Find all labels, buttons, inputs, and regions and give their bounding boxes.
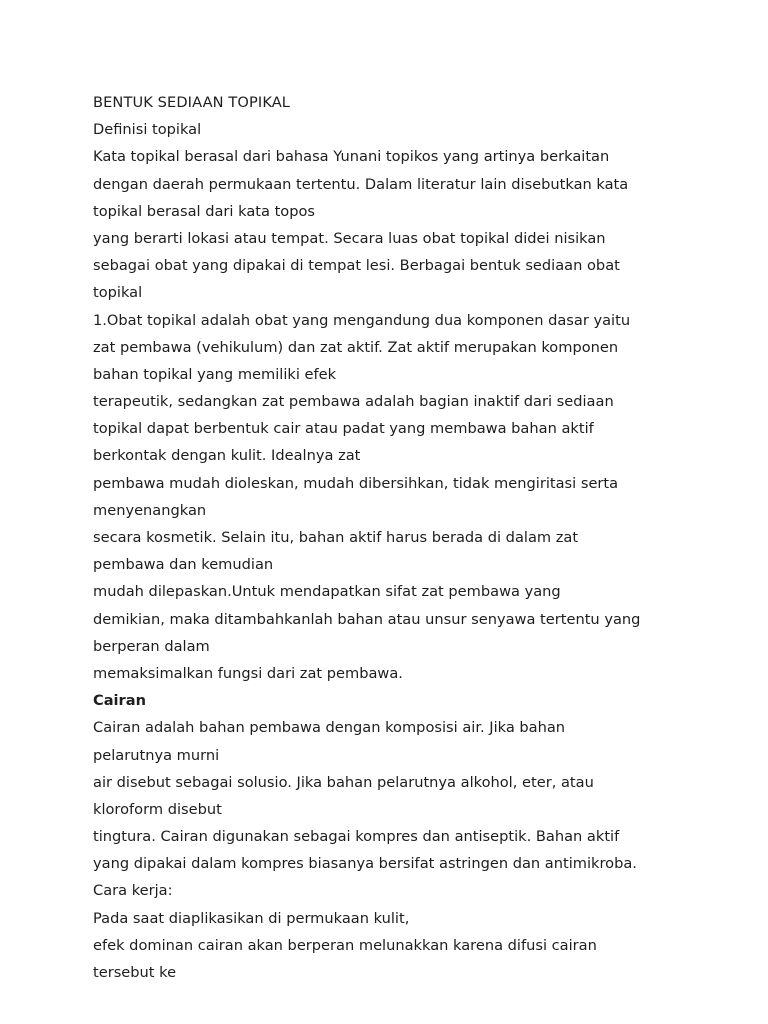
text-line: efek dominan cairan akan berperan melunakkan karena difusi cairan (93, 936, 597, 954)
text-line: terapeutik, sedangkan zat pembawa adalah bagian inaktif dari sediaan (93, 393, 614, 411)
text-line: 1.Obat topikal adalah obat yang mengandung dua komponen dasar yaitu (93, 311, 631, 329)
text-line: topikal dapat berbentuk cair atau padat yang membawa bahan aktif (93, 420, 594, 438)
text-line: air disebut sebagai solusio. Jika bahan pelarutnya alkohol, eter, atau (93, 773, 594, 791)
text-line: pelarutnya murni (93, 746, 220, 764)
text-line: topikal berasal dari kata topos (93, 202, 316, 220)
text-line: Definisi topikal (93, 121, 202, 139)
text-line: secara kosmetik. Selain itu, bahan aktif harus berada di dalam zat (93, 529, 579, 546)
text-line: tersebut ke (93, 964, 177, 981)
text-line: menyenangkan (93, 501, 207, 519)
text-line: zat pembawa (vehikulum) dan zat aktif. Zat aktif merupakan komponen (93, 338, 619, 356)
text-line: berperan dalam (93, 637, 210, 655)
document-body (93, 89, 693, 986)
text-line: dengan daerah permukaan tertentu. Dalam literatur lain disebutkan kata (93, 175, 629, 193)
text-line: topikal (93, 284, 143, 302)
text-line: berkontak dengan kulit. Idealnya zat (93, 447, 361, 465)
text-line: sebagai obat yang dipakai di tempat lesi. Berbagai bentuk sediaan obat (93, 257, 620, 275)
text-line: Kata topikal berasal dari bahasa Yunani topikos yang artinya berkaitan (93, 148, 610, 166)
text-line: memaksimalkan fungsi dari zat pembawa. (93, 664, 403, 682)
text-line: demikian, maka ditambahkanlah bahan atau unsur senyawa tertentu yang (93, 610, 641, 628)
document-title: BENTUK SEDIAAN TOPIKAL (93, 94, 291, 111)
text-line: yang dipakai dalam kompres biasanya bersifat astringen dan antimikroba. (93, 855, 637, 873)
text-line: yang berarti lokasi atau tempat. Secara luas obat topikal didei nisikan (93, 229, 606, 247)
text-line: kloroform disebut (93, 800, 222, 818)
text-line: pembawa mudah dioleskan, mudah dibersihkan, tidak mengiritasi serta (93, 474, 619, 492)
section-heading: Cairan (93, 692, 146, 710)
text-line: Pada saat diaplikasikan di permukaan kulit, (93, 909, 410, 927)
text-line: bahan topikal yang memiliki efek (93, 365, 337, 383)
text-line: Cairan adalah bahan pembawa dengan komposisi air. Jika bahan (93, 719, 566, 737)
text-line: tingtura. Cairan digunakan sebagai kompres dan antiseptik. Bahan aktif (93, 828, 620, 846)
text-line: pembawa dan kemudian (93, 556, 274, 574)
text-line: Cara kerja: (93, 882, 173, 900)
text-line: mudah dilepaskan.Untuk mendapatkan sifat zat pembawa yang (93, 583, 561, 601)
